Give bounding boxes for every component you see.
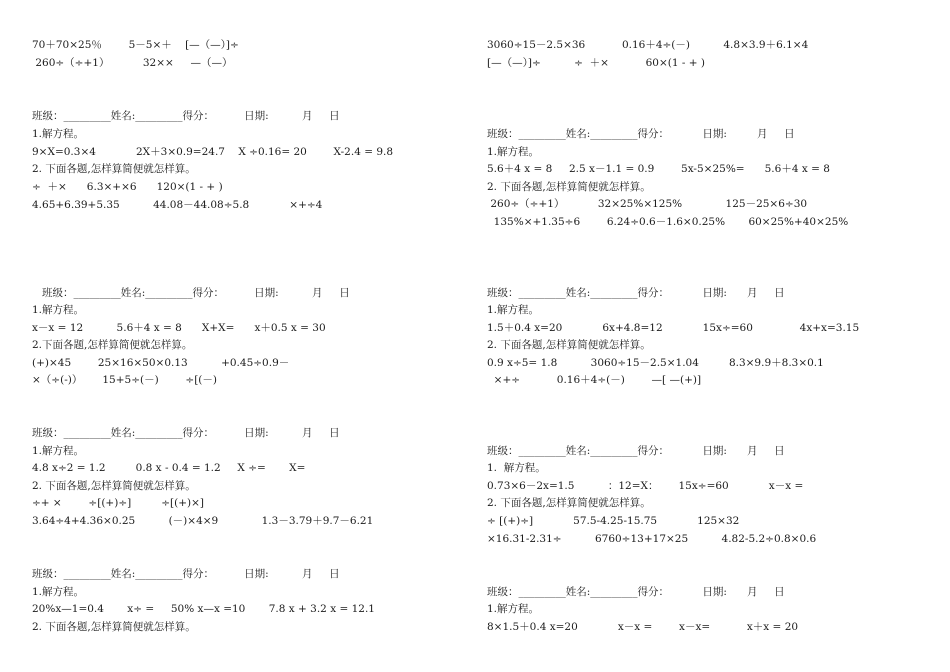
calc-line: ÷+ × ÷[(+)÷] ÷[(+)×] [32,497,205,509]
calc-line: 260÷（÷+1） 32×× —（—） [32,57,233,69]
student-info-header: 班级：_________姓名:_________得分： 日期: 月 日 [32,287,350,299]
question-title: 1.解方程。 [32,304,85,316]
equation-line: 8×1.5＋0.4 x=20 x－x = x－x= x＋x = 20 [487,621,799,633]
student-info-header: 班级：_________姓名:_________得分： 日期: 月 日 [487,445,785,457]
calc-line: [—（—）]÷ ÷ ＋× 60×(1 - + ) [487,57,705,69]
equation-line: 4.8 x÷2 = 1.2 0.8 x - 0.4 = 1.2 X ÷= X= [32,462,306,474]
equation-line: 1.5＋0.4 x=20 6x+4.8=12 15x÷=60 4x+x=3.15 [487,322,860,334]
calc-line: ×（÷(-)） 15+5÷(－) ÷[(－) [32,374,217,386]
question-title: 1.解方程。 [487,146,540,158]
question-title: 1.解方程。 [32,586,85,598]
calc-line: 260÷（÷+1） 32×25%×125% 125－25×6÷30 [487,198,808,210]
calc-line: ×16.31-2.31÷ 6760÷13+17×25 4.82-5.2÷0.8×0.6 [487,533,817,545]
question-title: 1. 解方程。 [487,462,546,474]
question-title: 1.解方程。 [32,445,85,457]
question-title: 2. 下面各题,怎样算简便就怎样算。 [487,181,651,193]
calc-line: ×+÷ 0.16＋4÷(－) —[ —(+)] [487,374,702,386]
question-title: 2.下面各题,怎样算简便就怎样算。 [32,339,193,351]
calc-line: 0.9 x÷5= 1.8 3060÷15－2.5×1.04 8.3×9.9＋8.3×0.1 [487,357,824,369]
left-column [32,0,462,672]
student-info-header: 班级：_________姓名:_________得分： 日期: 月 日 [487,287,785,299]
calc-line: 3060÷15－2.5×36 0.16＋4÷(－) 4.8×3.9＋6.1×4 [487,39,809,51]
right-column [487,0,927,672]
calc-line: 135%×+1.35÷6 6.24÷0.6－1.6×0.25% 60×25%+40×25% [487,216,849,228]
question-title: 2. 下面各题,怎样算简便就怎样算。 [32,163,196,175]
equation-line: 9×X=0.3×4 2X＋3×0.9=24.7 X ÷0.16= 20 X-2.4 = 9.8 [32,146,394,158]
equation-line: x－x = 12 5.6＋4 x = 8 X+X= x＋0.5 x = 30 [32,322,326,334]
student-info-header: 班级：_________姓名:_________得分： 日期: 月 日 [487,586,785,598]
student-info-header: 班级：_________姓名:_________得分： 日期: 月 日 [487,128,795,140]
calc-line: ÷ [(+)÷] 57.5-4.25-15.75 125×32 [487,515,740,527]
student-info-header: 班级：_________姓名:_________得分： 日期: 月 日 [32,568,340,580]
question-title: 2. 下面各题,怎样算简便就怎样算。 [32,621,196,633]
student-info-header: 班级：_________姓名:_________得分： 日期: 月 日 [32,110,340,122]
question-title: 2. 下面各题,怎样算简便就怎样算。 [32,480,196,492]
question-title: 1.解方程。 [487,304,540,316]
student-info-header: 班级：_________姓名:_________得分： 日期: 月 日 [32,427,340,439]
equation-line: 20%x—1=0.4 x÷ = 50% x—x =10 7.8 x + 3.2 x = 12.1 [32,603,375,615]
equation-line: 0.73×6－2x=1.5 ：12=X： 15x÷=60 x－x = [487,480,804,492]
calc-line: (+)×45 25×16×50×0.13 +0.45÷0.9－ [32,357,290,369]
question-title: 2. 下面各题,怎样算简便就怎样算。 [487,339,651,351]
question-title: 2. 下面各题,怎样算简便就怎样算。 [487,497,651,509]
calc-line: 70＋70×25％ 5－5×＋ [—（—）]÷ [32,39,239,51]
calc-line: ÷ ＋× 6.3×+×6 120×(1 - + ) [32,181,223,193]
calc-line: 3.64÷4+4.36×0.25 (－)×4×9 1.3－3.79＋9.7－6.21 [32,515,374,527]
question-title: 1.解方程。 [487,603,540,615]
equation-line: 5.6＋4 x = 8 2.5 x－1.1 = 0.9 5x-5×25%= 5.6＋4 x = 8 [487,163,830,175]
question-title: 1.解方程。 [32,128,85,140]
calc-line: 4.65+6.39+5.35 44.08－44.08÷5.8 ×+÷4 [32,199,323,211]
